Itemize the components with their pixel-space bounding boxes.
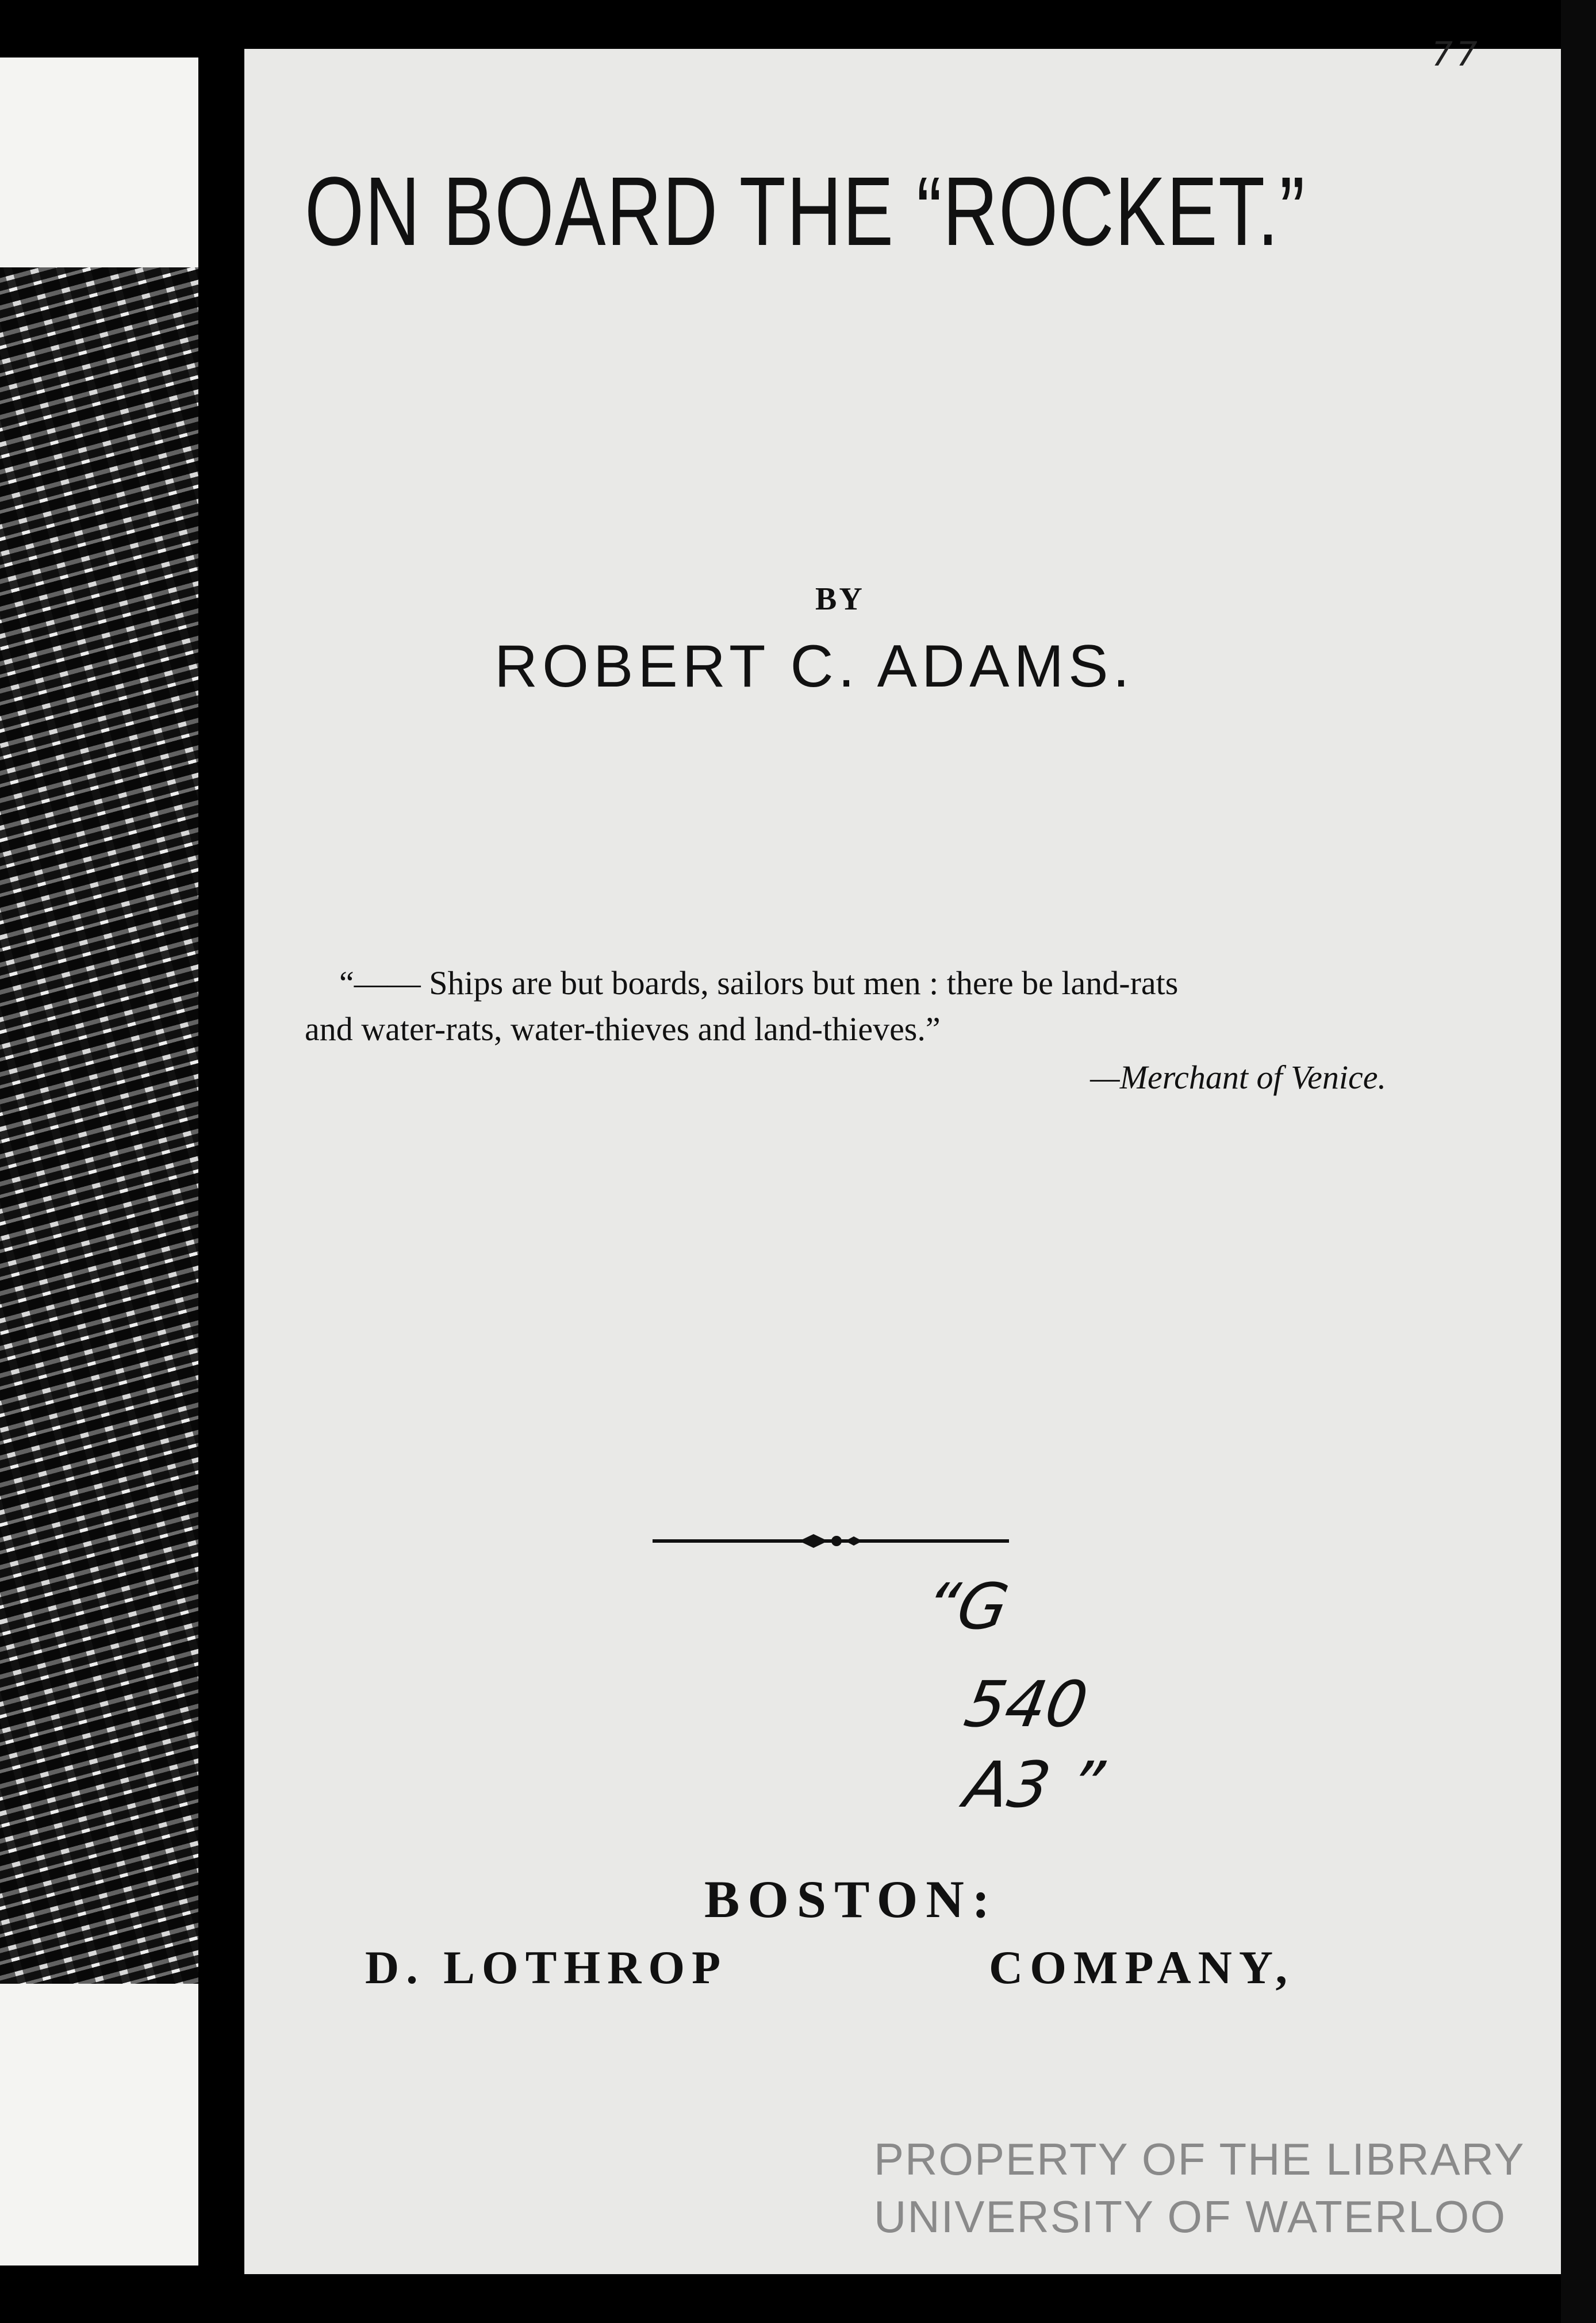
- corner-mark: 77: [1432, 34, 1481, 74]
- imprint-publisher-left: D. LOTHROP: [365, 1941, 728, 1994]
- call-number-line-1: “G: [919, 1570, 1014, 1643]
- book-title: ON BOARD THE “ROCKET.”: [305, 157, 1306, 266]
- page-edge-shadow: [1561, 0, 1596, 2323]
- epigraph-attribution: —Merchant of Venice.: [1090, 1059, 1386, 1096]
- epigraph: [305, 960, 1397, 1052]
- library-stamp: [874, 2130, 1525, 2245]
- epigraph-line-1: “—— Ships are but boards, sailors but men : there be land-rats: [339, 964, 1179, 1002]
- library-stamp-line-1: PROPERTY OF THE LIBRARY: [874, 2134, 1525, 2184]
- decorative-rule: [653, 1529, 1009, 1552]
- epigraph-line-2: and water-rats, water-thieves and land-thieves.”: [305, 1010, 941, 1048]
- frontispiece-engraving: [0, 267, 202, 1984]
- imprint-publisher-right: COMPANY,: [989, 1941, 1295, 1994]
- call-number-line-3: A3 ”: [959, 1748, 1109, 1822]
- call-number-line-2: 540: [959, 1667, 1094, 1741]
- author-name: ROBERT C. ADAMS.: [494, 633, 1134, 700]
- library-stamp-line-2: UNIVERSITY OF WATERLOO: [874, 2191, 1507, 2242]
- byline-label: BY: [815, 581, 865, 617]
- imprint-city: BOSTON:: [704, 1870, 998, 1929]
